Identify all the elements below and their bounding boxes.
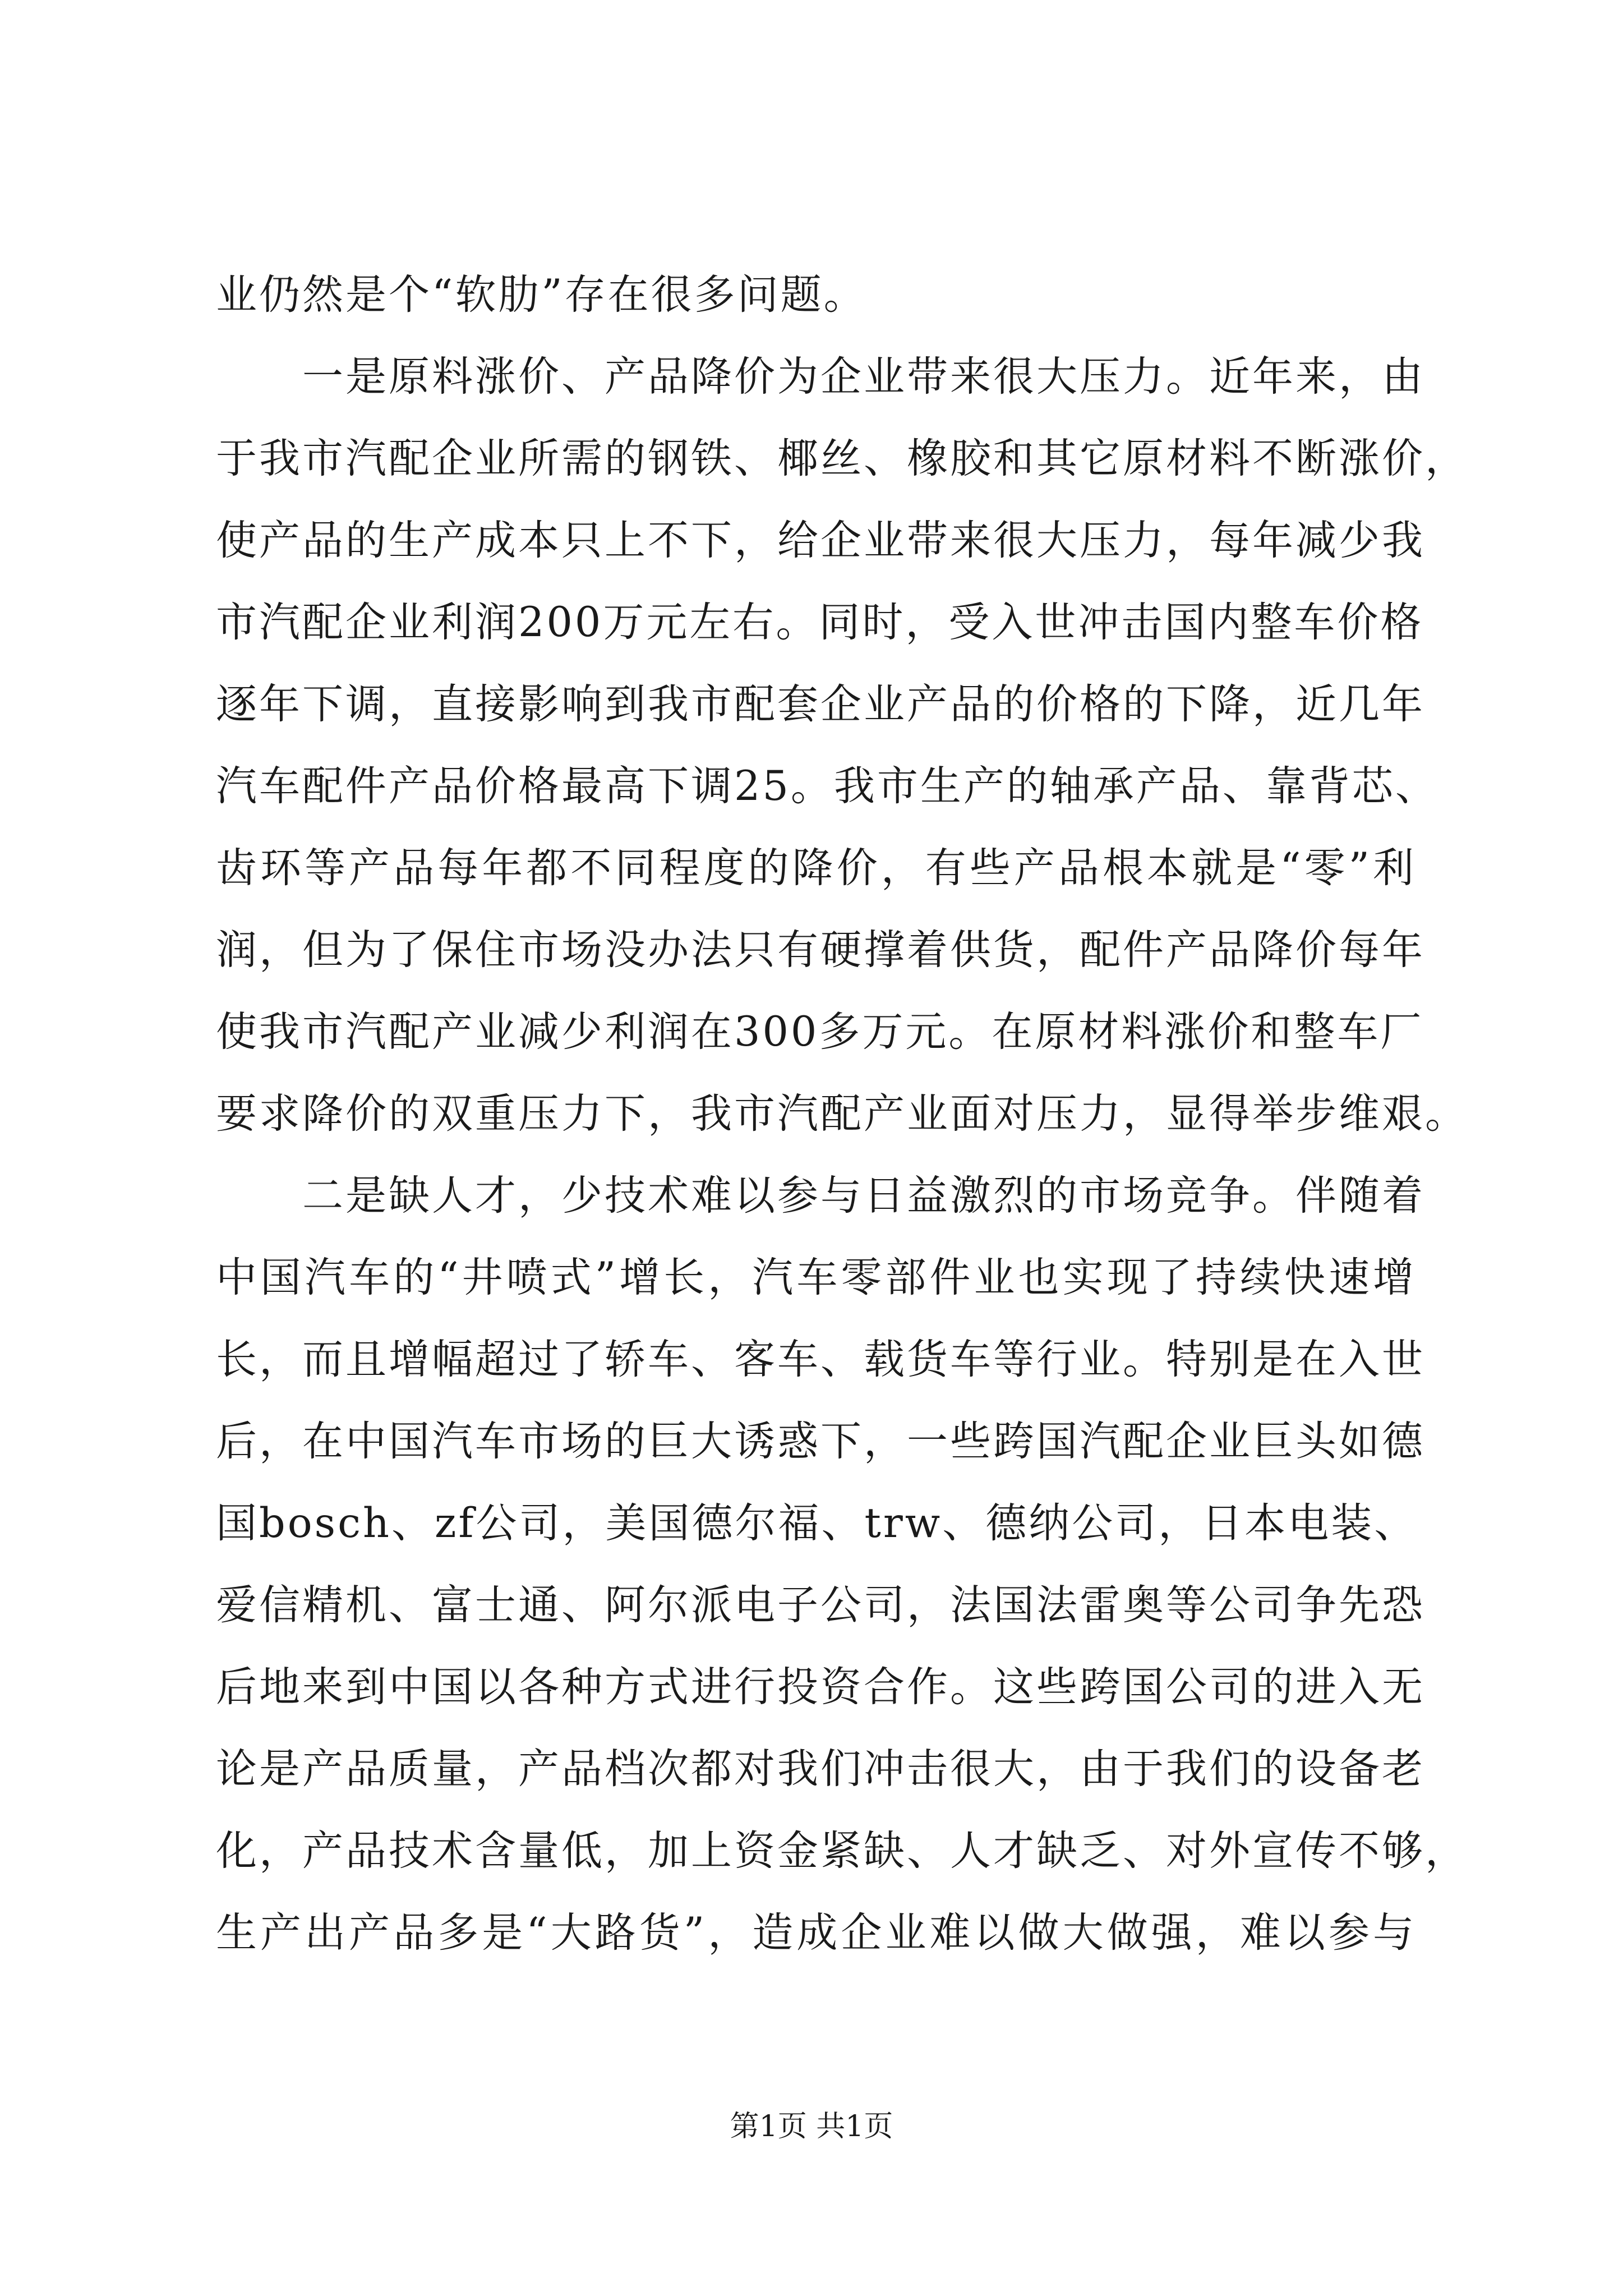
text-line: 逐年下调，直接影响到我市配套企业产品的价格的下降，近几年 [216, 680, 1425, 728]
text-line: 长，而且增幅超过了轿车、客车、载货车等行业。特别是在入世 [216, 1336, 1425, 1383]
text-line: 业仍然是个“软肋”存在很多问题。 [216, 271, 867, 319]
text-line: 润，但为了保住市场没办法只有硬撑着供货，配件产品降价每年 [216, 926, 1425, 974]
text-line: 化，产品技术含量低，加上资金紧缺、人才缺乏、对外宣传不够， [216, 1827, 1468, 1875]
text-line: 要求降价的双重压力下，我市汽配产业面对压力，显得举步维艰。 [216, 1090, 1468, 1138]
text-line: 生产出产品多是“大路货”，造成企业难以做大做强，难以参与 [216, 1909, 1416, 1957]
text-line: 二是缺人才，少技术难以参与日益激烈的市场竞争。伴随着 [302, 1172, 1425, 1220]
text-line: 市汽配企业利润200万元左右。同时，受入世冲击国内整车价格 [216, 599, 1424, 646]
text-line: 中国汽车的“井喷式”增长，汽车零部件业也实现了持续快速增 [216, 1254, 1416, 1301]
text-line: 后，在中国汽车市场的巨大诱惑下，一些跨国汽配企业巨头如德 [216, 1418, 1425, 1465]
text-line: 一是原料涨价、产品降价为企业带来很大压力。近年来，由 [302, 353, 1425, 401]
text-line: 于我市汽配企业所需的钢铁、椰丝、橡胶和其它原材料不断涨价， [216, 435, 1468, 482]
text-line: 国bosch、zf公司，美国德尔福、trw、德纳公司，日本电装、 [216, 1499, 1418, 1547]
text-line: 后地来到中国以各种方式进行投资合作。这些跨国公司的进入无 [216, 1663, 1425, 1711]
text-line: 汽车配件产品价格最高下调25。我市生产的轴承产品、靠背芯、 [216, 762, 1438, 810]
text-line: 爱信精机、富士通、阿尔派电子公司，法国法雷奥等公司争先恐 [216, 1581, 1425, 1629]
text-line: 齿环等产品每年都不同程度的降价，有些产品根本就是“零”利 [216, 844, 1416, 892]
page-number-label: 第1页 共1页 [730, 2110, 893, 2143]
text-line: 论是产品质量，产品档次都对我们冲击很大，由于我们的设备老 [216, 1745, 1425, 1793]
text-line: 使我市汽配产业减少利润在300多万元。在原材料涨价和整车厂 [216, 1008, 1424, 1056]
page-footer [0, 2107, 1623, 2146]
document-body [216, 254, 1468, 1974]
text-line: 使产品的生产成本只上不下，给企业带来很大压力，每年减少我 [216, 517, 1425, 564]
